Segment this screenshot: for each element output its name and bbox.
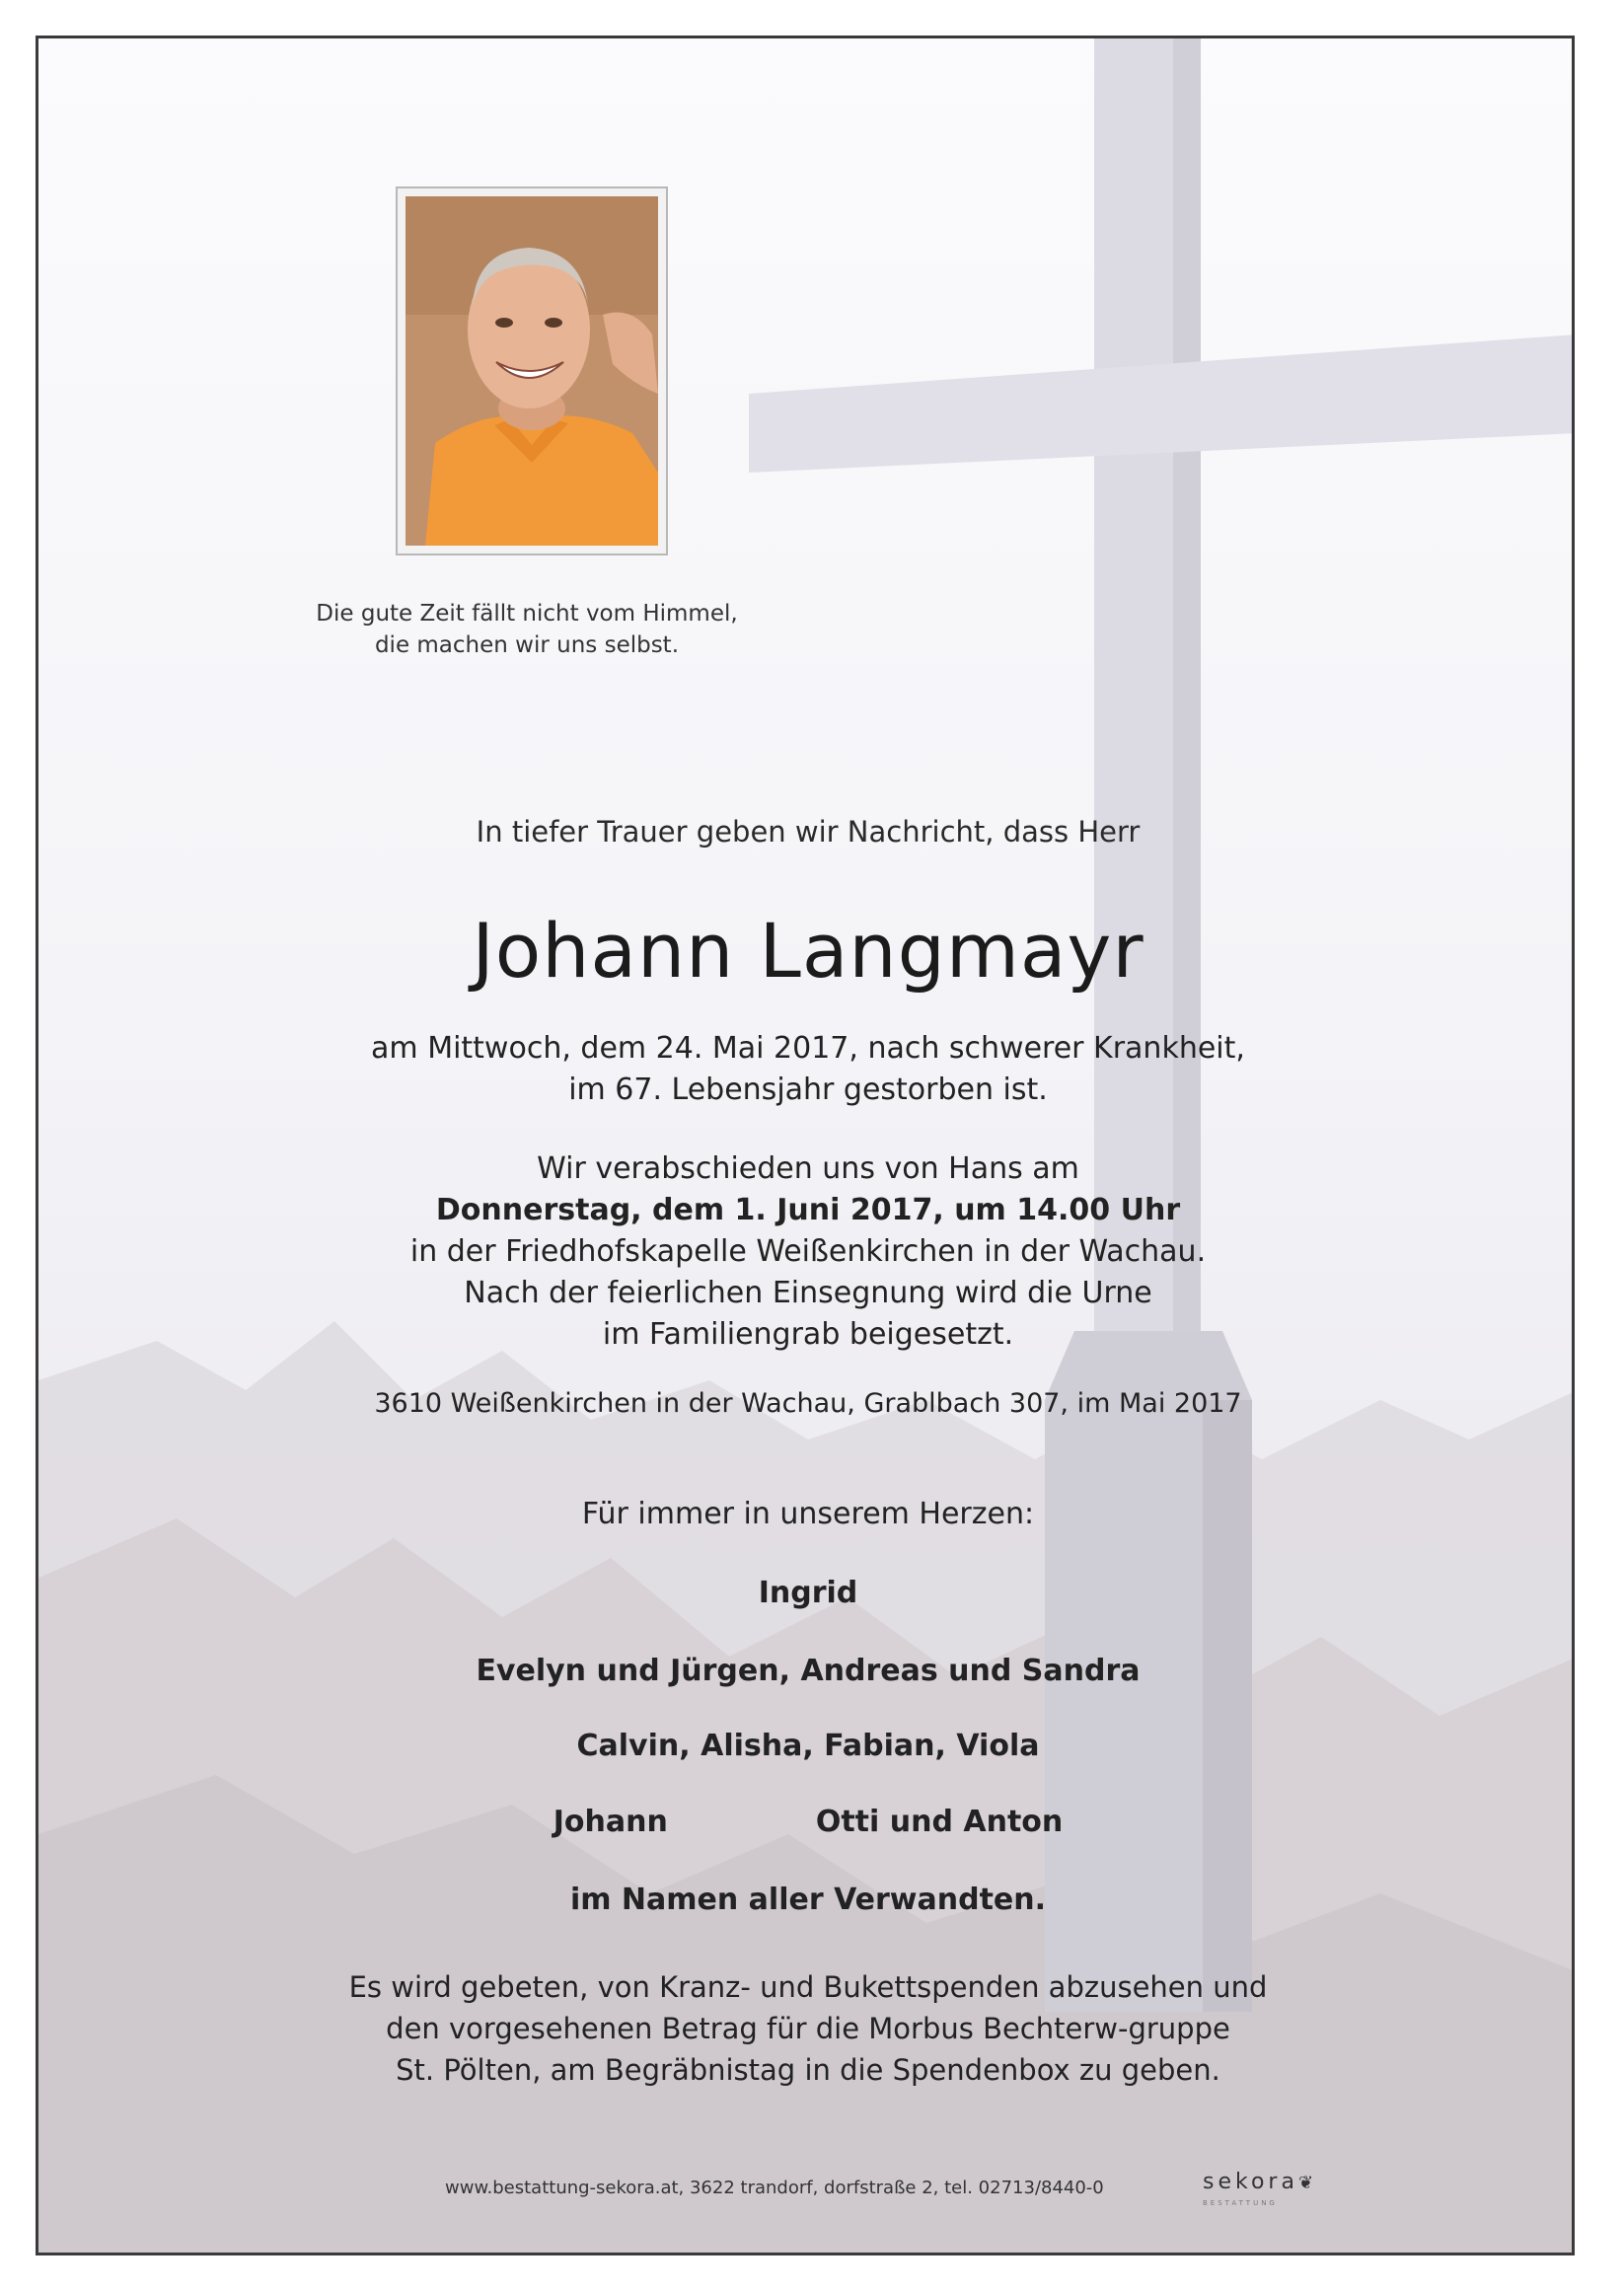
address-line: 3610 Weißenkirchen in der Wachau, Grablbach 307, im Mai 2017 [374,1388,1242,1419]
quote-line-1: Die gute Zeit fällt nicht vom Himmel, [316,601,738,627]
funeral-details [38,1148,1575,1356]
portrait-illustration [406,196,658,546]
memorial-quote [275,598,778,661]
death-line-1: am Mittwoch, dem 24. Mai 2017, nach schwerer Krankheit, [371,1031,1245,1066]
footer-contact: www.bestattung-sekora.at, 3622 trandorf, dorfstraße 2, tel. 02713/8440-0 [445,2178,1104,2198]
right-eye [545,318,562,328]
logo-text: sekora [1203,2170,1298,2194]
mourner-row-5: im Namen aller Verwandten. [569,1883,1047,1917]
funeral-date: Donnerstag, dem 1. Juni 2017, um 14.00 Uhr [435,1193,1181,1227]
donation-line-1: Es wird gebeten, von Kranz- und Bukettspenden abzusehen und [348,1970,1268,2004]
funeral-line-4: Nach der feierlichen Einsegnung wird die Urne [464,1276,1152,1310]
deceased-name: Johann Langmayr [472,907,1144,995]
funeral-line-1: Wir verabschieden uns von Hans am [537,1151,1079,1186]
death-notice [38,1028,1575,1111]
funeral-line-5: im Familiengrab beigesetzt. [602,1317,1014,1352]
announcement-intro: In tiefer Trauer geben wir Nachricht, dass Herr [476,815,1141,849]
mourner-row-2: Evelyn und Jürgen, Andreas und Sandra [476,1654,1141,1688]
death-line-2: im 67. Lebensjahr gestorben ist. [568,1072,1048,1107]
mourner-row-1: Ingrid [758,1576,858,1610]
mourner-row-4 [38,1802,1575,1843]
portrait-photo [406,196,658,546]
cross-vertical-shadow [1173,38,1201,1331]
mourner-row-4-right: Otti und Anton [815,1805,1064,1839]
mourners-heading: Für immer in unserem Herzen: [581,1497,1035,1531]
logo-subtitle: BESTATTUNG [1203,2199,1278,2207]
background-illustration [38,38,1575,2255]
donation-request [38,1966,1575,2091]
donation-line-2: den vorgesehenen Betrag für die Morbus Bechterw-gruppe [386,2012,1230,2045]
mourner-row-4-left: Johann [553,1805,668,1839]
mourner-row-3: Calvin, Alisha, Fabian, Viola [576,1729,1040,1763]
leaf-icon: ❦ [1297,2173,1314,2193]
left-eye [495,318,513,328]
portrait-frame [396,186,668,555]
donation-line-3: St. Pölten, am Begräbnistag in die Spendenbox zu geben. [396,2053,1220,2087]
sekora-logo [1203,2170,1313,2194]
border-frame [36,36,1575,2255]
quote-line-2: die machen wir uns selbst. [374,632,680,658]
funeral-line-3: in der Friedhofskapelle Weißenkirchen in der Wachau. [409,1234,1207,1269]
